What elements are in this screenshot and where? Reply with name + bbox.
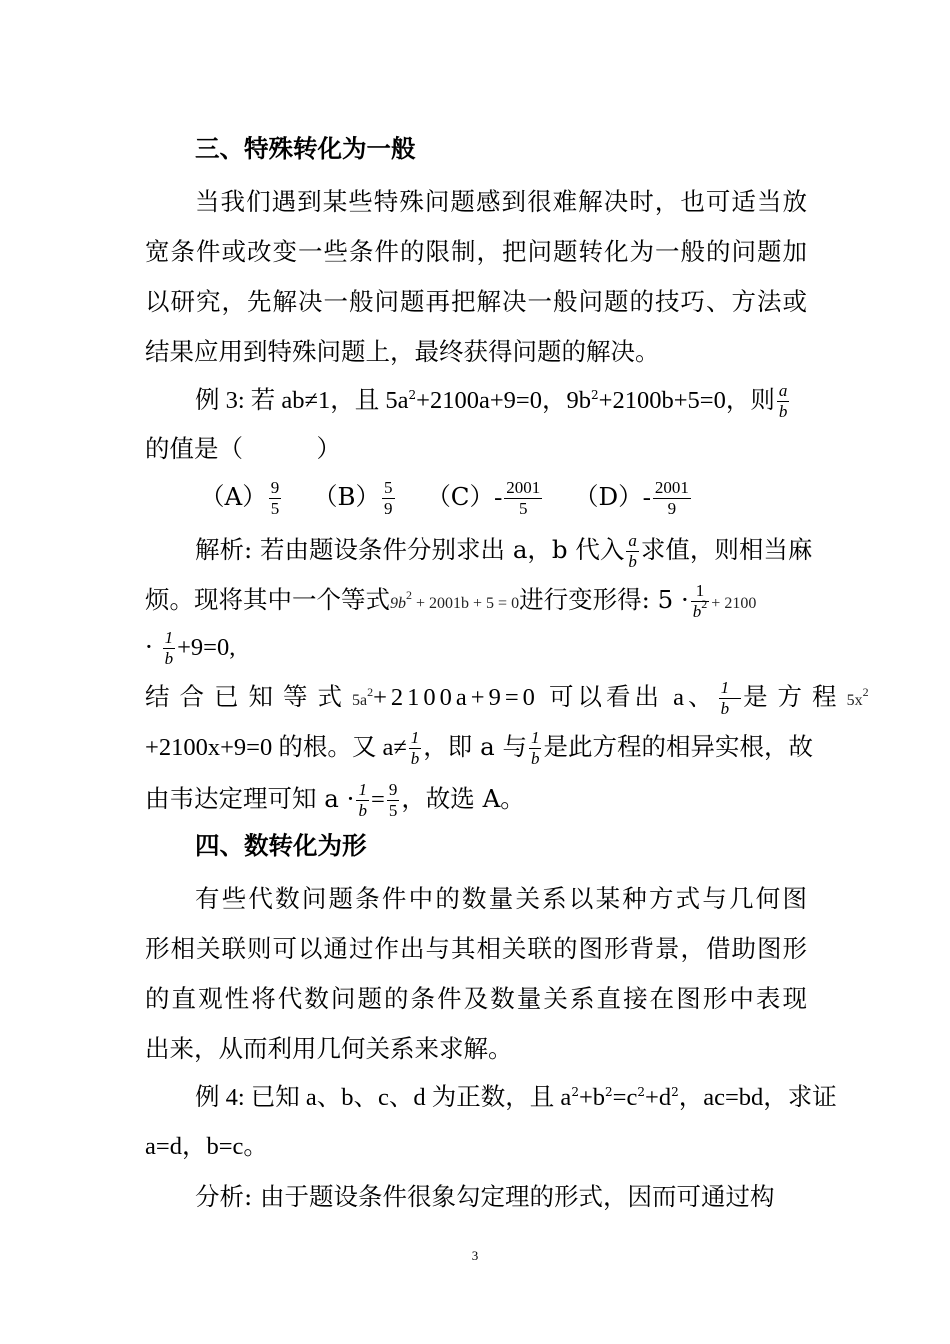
equation-term: 5x [846, 692, 863, 709]
minus-sign: - [642, 484, 651, 511]
superscript: 2 [637, 1085, 646, 1099]
fraction-denominator: 9 [384, 499, 393, 518]
solution-line-1 [195, 531, 813, 572]
solution-text: · [145, 632, 153, 661]
example-3-question: 的值是（ ） [145, 434, 341, 463]
option-c [426, 478, 544, 519]
fraction-numerator: 9 [270, 478, 280, 497]
fraction-numerator: 2001 [654, 478, 689, 497]
solution-text: +2100x+9=0 的根。又 a≠ [145, 734, 407, 761]
fraction-denominator: b [628, 552, 637, 571]
fraction-denominator: 5 [388, 801, 398, 820]
page-number: 3 [471, 1248, 479, 1263]
equation-term: 9b [390, 595, 406, 612]
example-4-text: +d [645, 1084, 672, 1111]
paragraph-line: 当我们遇到某些特殊问题感到很难解决时，也可适当放 [195, 187, 807, 216]
solution-text: ，即 a 与 [423, 732, 527, 761]
option-d [574, 478, 693, 519]
solution-text: 烦。现将其中一个等式 [145, 585, 390, 614]
example-4-statement [195, 1080, 837, 1115]
solution-text: ，故选 A。 [401, 784, 525, 813]
option-fraction [653, 478, 691, 519]
fraction-1-over-b [163, 628, 176, 669]
fraction-denominator: b [164, 649, 174, 668]
solution-text: +9=0, [177, 634, 236, 661]
fraction-denominator: b [720, 699, 740, 718]
fraction-numerator: 1 [530, 728, 540, 747]
example-3-text: 例 3: 若 ab≠1，且 5a [195, 387, 409, 414]
paragraph-line: 形相关联则可以通过作出与其相关联的图形背景，借助图形 [145, 934, 807, 963]
solution-line-2 [145, 581, 807, 622]
equation-5x2 [846, 685, 869, 709]
fraction-1-over-b [356, 780, 369, 821]
option-label: （D） [574, 482, 643, 511]
example-4-text: 例 4: 已知 a、b、c、d 为正数，且 a [195, 1084, 572, 1111]
option-b [313, 478, 397, 519]
fraction-numerator: a [628, 531, 637, 550]
paragraph-line: 宽条件或改变一些条件的限制，把问题转化为一般的问题加 [145, 237, 807, 266]
equals-sign: = [370, 786, 385, 813]
fraction-denominator: 5 [518, 499, 528, 518]
solution-text: 求值，则相当麻 [640, 535, 813, 564]
fraction-denominator [691, 597, 710, 622]
example-4-conclusion: a=d，b=c。 [145, 1133, 268, 1160]
fraction-denominator: b [778, 402, 788, 421]
fraction-denominator: 5 [270, 499, 280, 518]
option-fraction [504, 478, 542, 519]
superscript: 2 [590, 388, 599, 402]
fraction-numerator: 1 [691, 581, 710, 602]
option-fraction [269, 478, 282, 519]
solution-text: 结合已知等式 [145, 682, 352, 711]
fraction-denominator: 9 [667, 499, 677, 518]
section-4-title: 四、数转化为形 [195, 831, 367, 860]
superscript: 2 [367, 685, 374, 699]
option-fraction [382, 478, 395, 519]
solution-text: 是方程 [743, 682, 847, 711]
superscript: 2 [605, 1085, 613, 1099]
example-3-text: +2100a+9=0，9b [416, 387, 591, 414]
example-3-statement [195, 381, 807, 422]
superscript: 2 [406, 588, 412, 602]
superscript: 2 [408, 388, 417, 402]
fraction-numerator: 9 [388, 780, 398, 799]
fraction-numerator: a [778, 381, 788, 400]
fraction-1-over-b [719, 678, 742, 719]
paragraph-line: 的直观性将代数问题的条件及数量关系直接在图形中表现 [145, 984, 807, 1013]
fraction-denominator: b [358, 801, 367, 820]
fraction-numerator: 5 [384, 478, 393, 497]
superscript: 2 [862, 685, 869, 699]
equation-9b2 [390, 588, 520, 612]
example-3-text: +2100b+5=0，则 [598, 387, 775, 414]
analysis-line: 分析: 由于题设条件很象勾定理的形式，因而可通过构 [195, 1182, 775, 1211]
fraction-9-over-5 [387, 780, 400, 821]
paragraph-line: 以研究，先解决一般问题再把解决一般问题的技巧、方法或 [145, 287, 807, 316]
fraction-a-over-b [626, 531, 639, 572]
solution-line-3 [145, 628, 807, 669]
example-4-text: =c [612, 1084, 638, 1111]
minus-sign: - [494, 484, 503, 511]
superscript: 2 [701, 597, 708, 611]
paragraph-line: 有些代数问题条件中的数量关系以某种方式与几何图 [195, 884, 807, 913]
fraction-numerator: 1 [410, 728, 420, 747]
equation-term: + 2001b + 5 = 0 [412, 595, 520, 612]
section-3-title: 三、特殊转化为一般 [195, 134, 416, 163]
option-label: （A） [200, 482, 267, 511]
example-4-text: ，ac=bd，求证 [678, 1084, 837, 1111]
superscript: 2 [671, 1085, 679, 1099]
example-4-text: +b [578, 1084, 606, 1111]
solution-text: 是此方程的相异实根，故 [543, 732, 813, 761]
solution-line-5 [145, 728, 813, 769]
fraction-numerator: 1 [720, 678, 740, 697]
answer-options [200, 478, 760, 519]
fraction-numerator: 1 [358, 780, 367, 799]
fraction-1-over-b [409, 728, 422, 769]
fraction-denominator: b [410, 749, 420, 768]
fraction-1-over-b2 [691, 581, 710, 622]
paragraph-line: 结果应用到特殊问题上，最终获得问题的解决。 [145, 337, 660, 366]
fraction-1-over-b [529, 728, 542, 769]
equation-term: 5a [352, 692, 368, 709]
option-label: （B） [313, 482, 381, 511]
solution-line-4 [145, 678, 869, 719]
solution-text: 由韦达定理可知 a · [145, 784, 355, 813]
fraction-denominator: b [530, 749, 540, 768]
fraction-numerator: 2001 [506, 478, 541, 497]
variable-b: b [692, 602, 702, 621]
option-label: （C） [426, 482, 495, 511]
equation-5a2 [352, 685, 374, 709]
fraction-numerator: 1 [164, 628, 174, 647]
solution-text: + 2100 [711, 595, 757, 612]
fraction-a-over-b [777, 381, 790, 422]
paragraph-line: 出来，从而利用几何关系来求解。 [145, 1034, 513, 1063]
solution-line-6 [145, 780, 807, 821]
solution-text: 解析: 若由题设条件分别求出 a，b 代入 [195, 535, 625, 564]
solution-text: +2100a+9=0 可以看出 a、 [373, 684, 717, 711]
superscript: 2 [571, 1085, 579, 1099]
solution-text: 进行变形得: 5 · [519, 585, 689, 614]
option-a [200, 478, 283, 519]
